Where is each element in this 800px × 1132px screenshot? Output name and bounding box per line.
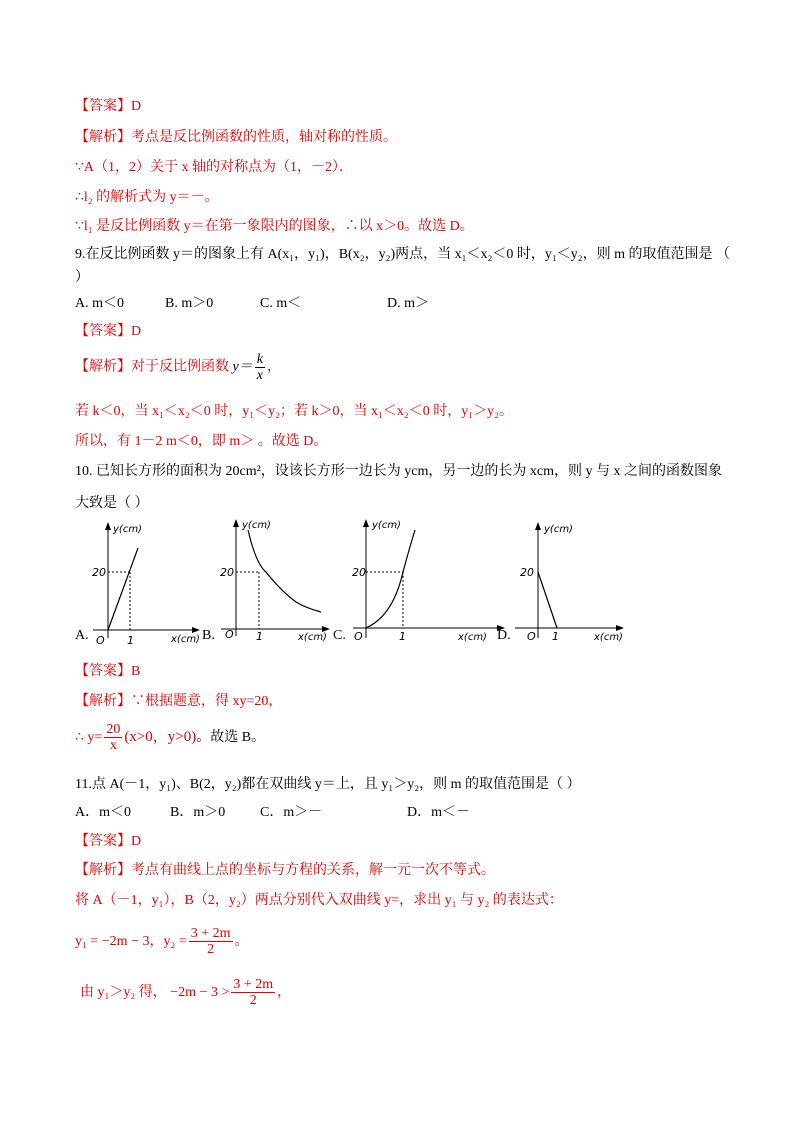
svg-text:20: 20 — [352, 566, 366, 579]
q10-therefore — [75, 720, 265, 755]
q10-option-a: A. — [75, 628, 89, 643]
q11-stem: 11.点 A(－1，y₁)、B(2，y₂)都在双曲线 y＝上，且 y₁＞y₂，则 m 的取值范围是（ ） — [75, 777, 581, 792]
svg-text:x(cm): x(cm) — [298, 632, 327, 643]
q10-condition: (x>0，y>0) — [124, 729, 197, 745]
q9-conclusion: 所以，有 1－2 m＜0，即 m＞ 。故选 D。 — [75, 434, 328, 449]
q10-tail: 。故选 B。 — [196, 730, 266, 745]
q10-answer: 【答案】B — [75, 664, 141, 679]
q9-k-over-x: $\frac{k}{x}$ — [256, 352, 263, 383]
svg-text:O: O — [527, 630, 536, 643]
q9-analysis-prefix: 【解析】对于反比例函数 — [75, 359, 229, 375]
q10-therefore-label: ∴ y= — [75, 730, 103, 745]
q11-from-end: ， — [277, 985, 292, 1000]
graph-c — [348, 516, 513, 646]
svg-text:1: 1 — [127, 634, 134, 645]
svg-text:20: 20 — [520, 566, 534, 579]
graph-d — [510, 520, 630, 645]
q11-expr1: y₁ = −2m − 3，y₂ = — [75, 934, 187, 949]
svg-text:20: 20 — [92, 566, 106, 579]
q11-fraction-3-plus-2m: $\frac{3 + 2m}{2}$ — [190, 926, 231, 958]
q11-from-label: 由 y₁＞y₂ 得， −2m − 3 > — [80, 985, 230, 1000]
q11-choice-c: C．m＞－ — [260, 805, 323, 820]
svg-text:1: 1 — [256, 630, 263, 643]
q11-substitute: 将 A（－1，y₁），B（2，y₂）两点分别代入双曲线 y=，求出 y₁ 与 y₂ 的表达式： — [75, 893, 563, 908]
q9-stem-close: ） — [75, 270, 89, 285]
svg-text:x(cm): x(cm) — [594, 632, 623, 643]
q10-stem: 10. 已知长方形的面积为 20cm²，设该长方形一边长为 ycm，另一边的长为 xcm，则 y 与 x 之间的函数图象 — [75, 464, 723, 479]
q11-from — [80, 976, 291, 1010]
q9-analysis-y: y＝ — [232, 359, 253, 375]
q11-choice-a: A．m＜0 — [75, 805, 131, 820]
q9-choice-b: B. m＞0 — [165, 296, 214, 311]
q9-choice-a: A. m＜0 — [75, 296, 124, 311]
q8-line1: ∵A（1，2）关于 x 轴的对称点为（1，－2）． — [75, 160, 354, 175]
svg-text:1: 1 — [552, 630, 559, 643]
graph-a — [88, 520, 203, 645]
svg-text:y(cm): y(cm) — [242, 520, 271, 531]
svg-text:O: O — [96, 634, 105, 645]
q8-analysis: 【解析】考点是反比例函数的性质，轴对称的性质。 — [75, 130, 397, 145]
svg-text:y(cm): y(cm) — [544, 524, 573, 535]
q10-option-d: D. — [497, 628, 511, 643]
q11-fraction-rhs: $\frac{3 + 2m}{2}$ — [233, 977, 274, 1009]
q9-analysis — [75, 352, 281, 383]
q9-choices — [75, 294, 429, 314]
q9-cases: 若 k＜0，当 x₁＜x₂＜0 时，y₁＜y₂；若 k＞0，当 x₁＜x₂＜0 时，y₁＞y₂。 — [75, 404, 514, 419]
q11-choices — [75, 803, 470, 823]
q10-stem2: 大致是（ ） — [75, 496, 149, 511]
graph-b — [216, 516, 336, 646]
q9-choice-d: D. m＞ — [387, 296, 429, 311]
q8-line2: ∴l₂ 的解析式为 y＝－。 — [75, 190, 219, 205]
q9-choice-c: C. m＜ — [260, 296, 302, 311]
svg-text:O: O — [354, 630, 363, 643]
q11-expr-end: 。 — [234, 934, 249, 949]
q9-answer: 【答案】D — [75, 324, 142, 339]
svg-text:x(cm): x(cm) — [458, 632, 487, 643]
svg-text:y(cm): y(cm) — [113, 524, 142, 535]
q11-expressions — [75, 925, 249, 959]
q11-answer: 【答案】D — [75, 834, 142, 849]
q10-option-b: B. — [202, 628, 215, 643]
q8-line3: ∵l₁ 是反比例函数 y＝在第一象限内的图象，∴以 x＞0。故选 D。 — [75, 219, 474, 234]
q8-answer: 【答案】D — [75, 99, 142, 114]
svg-text:1: 1 — [399, 630, 406, 643]
q9-analysis-end: ， — [266, 359, 281, 375]
q9-stem: 9.在反比例函数 y＝的图象上有 A(x₁，y₁)，B(x₂，y₂)两点，当 x₁＜x₂＜0 时，y₁＜y₂，则 m 的取值范围是 （ — [75, 247, 731, 262]
svg-text:O: O — [225, 628, 234, 641]
q11-choice-d: D．m＜－ — [407, 805, 470, 820]
q10-option-c: C. — [333, 628, 346, 643]
q11-choice-b: B．m＞0 — [170, 805, 226, 820]
svg-text:20: 20 — [220, 566, 234, 579]
q10-fraction-20-over-x: $\frac{20}{x}$ — [106, 722, 121, 754]
q11-analysis: 【解析】考点有曲线上点的坐标与方程的关系，解一元一次不等式。 — [75, 863, 495, 878]
svg-text:x(cm): x(cm) — [171, 634, 200, 645]
q10-analysis: 【解析】∵根据题意，得 xy=20， — [75, 694, 283, 709]
svg-text:y(cm): y(cm) — [372, 520, 401, 531]
